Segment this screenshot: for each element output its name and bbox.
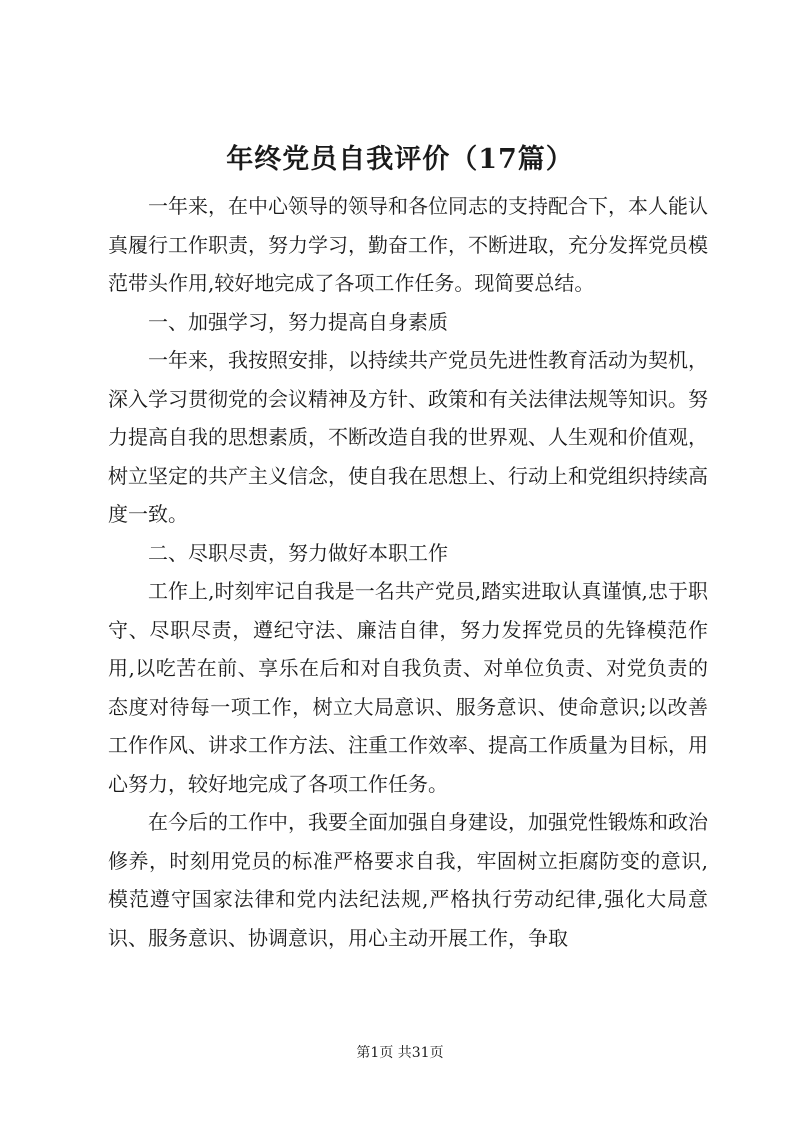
- paragraph-future: 在今后的工作中，我要全面加强自身建设，加强党性锻炼和政治修养，时刻用党员的标准严格要求自我，牢固树立拒腐防变的意识,模范遵守国家法律和党内法纪法规,严格执行劳动纪律,强化大局意识、服务意识、协调意识，用心主动开展工作，争取: [108, 810, 708, 950]
- section-heading-2: 二、尽职尽责，努力做好本职工作: [148, 540, 448, 565]
- paragraph-work: 工作上,时刻牢记自我是一名共产党员,踏实进取认真谨慎,忠于职守、尽职尽责，遵纪守法、廉洁自律，努力发挥党员的先锋模范作用,以吃苦在前、享乐在后和对自我负责、对单位负责、对党负责的态度对待每一项工作，树立大局意识、服务意识、使命意识;以改善工作作风、讲求工作方法、注重工作效率、提高工作质量为目标，用心努力，较好地完成了各项工作任务。: [108, 579, 708, 796]
- page-number-footer: 第1页 共31页: [356, 1045, 444, 1061]
- paragraph-study: 一年来，我按照安排，以持续共产党员先进性教育活动为契机，深入学习贯彻党的会议精神及方针、政策和有关法律法规等知识。努力提高自我的思想素质，不断改造自我的世界观、人生观和价值观，树立坚定的共产主义信念，使自我在思想上、行动上和党组织持续高度一致。: [108, 348, 708, 526]
- document-body: [108, 187, 708, 957]
- paragraph-intro: 一年来，在中心领导的领导和各位同志的支持配合下，本人能认真履行工作职责，努力学习，勤奋工作，不断进取，充分发挥党员模范带头作用,较好地完成了各项工作任务。现简要总结。: [108, 194, 708, 295]
- document-title: 年终党员自我评价（17篇）: [226, 144, 574, 175]
- section-heading-1: 一、加强学习，努力提高自身素质: [148, 309, 448, 334]
